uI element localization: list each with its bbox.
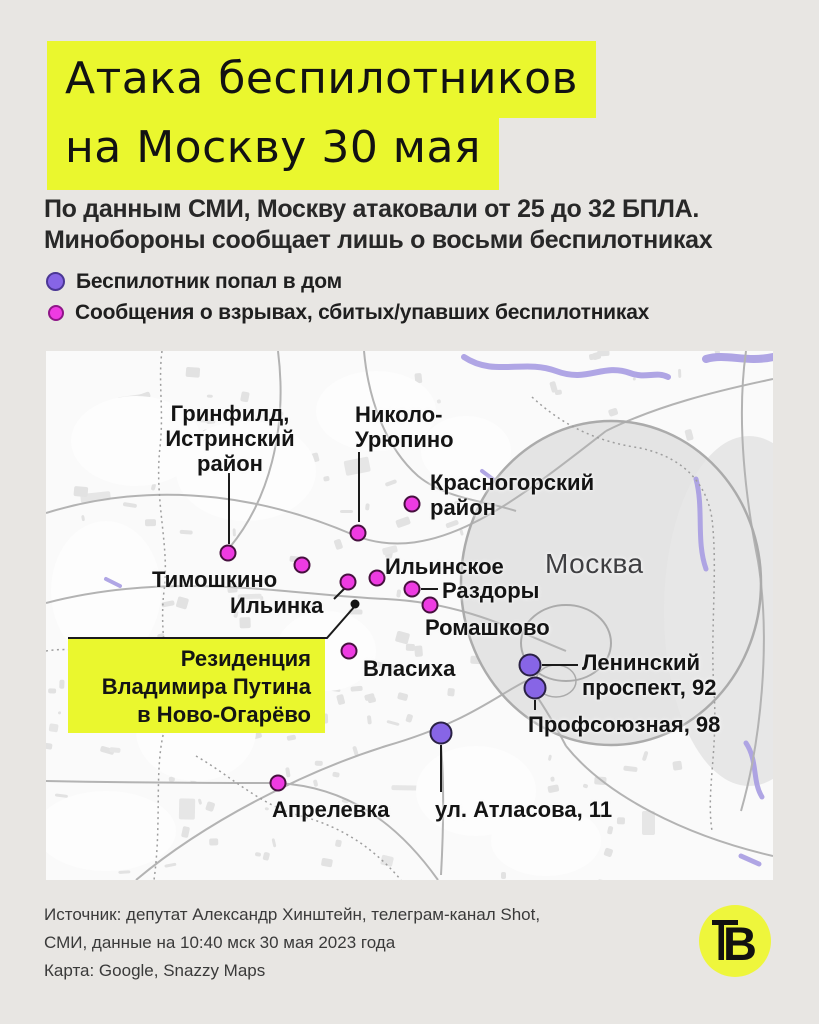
source-line-3: Карта: Google, Snazzy Maps <box>44 961 266 980</box>
map-label-moscow-city: Москва <box>545 548 644 579</box>
marker-romashkovo <box>422 597 439 614</box>
marker-vlasikha <box>341 643 358 660</box>
page-title <box>47 41 596 190</box>
legend-label-hit: Беспилотник попал в дом <box>76 269 342 293</box>
map-label-romashkovo: Ромашково <box>425 615 550 640</box>
map-label-ilyinka: Ильинка <box>230 593 324 618</box>
map-label-grinfeld: Гринфилд, Истринский район <box>165 401 295 476</box>
title-line-1: Атака беспилотников <box>47 41 596 118</box>
map-label-aprelevka: Апрелевка <box>272 797 390 822</box>
map-label-profsoyuznaya-98: Профсоюзная, 98 <box>528 712 721 737</box>
residence-line-3: в Ново-Огарёво <box>137 702 311 727</box>
marker-atlasova-11 <box>430 722 453 745</box>
source-line-1: Источник: депутат Александр Хинштейн, телеграм-канал Shot, <box>44 905 541 924</box>
legend <box>46 266 649 328</box>
marker-aprelevka <box>270 775 287 792</box>
map-label-atlasova-11: ул. Атласова, 11 <box>435 797 613 822</box>
subtitle-line-2: Минобороны сообщает лишь о восьми беспилотниках <box>44 226 713 254</box>
map-canvas <box>46 351 773 880</box>
marker-grinfeld <box>220 545 237 562</box>
verstka-logo <box>699 905 771 977</box>
logo-letter: В <box>723 917 757 970</box>
legend-item-hit <box>46 266 649 297</box>
marker-leninsky-prospekt-92 <box>519 654 542 677</box>
report-marker-icon <box>48 305 64 321</box>
marker-timoshkino <box>294 557 311 574</box>
subtitle <box>44 194 784 256</box>
legend-item-report <box>46 297 649 328</box>
source-line-2: СМИ, данные на 10:40 мск 30 мая 2023 года <box>44 933 396 952</box>
map-label-timoshkino: Тимошкино <box>152 567 278 592</box>
map-markers-layer <box>46 351 773 880</box>
marker-residence-novo-ogaryovo <box>351 600 360 609</box>
hit-marker-icon <box>46 272 65 291</box>
map-label-nikolo-uryupino: Николо- Урюпино <box>355 402 454 452</box>
marker-razdory <box>404 581 421 598</box>
residence-line-2: Владимира Путина <box>101 674 311 699</box>
subtitle-line-1: По данным СМИ, Москву атаковали от 25 до 32 БПЛА. <box>44 195 699 223</box>
marker-ilyinka <box>340 574 357 591</box>
residence-line-1: Резиденция <box>180 646 311 671</box>
marker-nikolo-uryupino <box>350 525 367 542</box>
map-label-krasnogorsk: Красногорский район <box>430 470 595 520</box>
marker-krasnogorsk <box>404 496 421 513</box>
source-credits <box>44 901 540 985</box>
map-label-razdory: Раздоры <box>442 578 540 603</box>
map-label-leninsky-prospekt-92: Ленинский проспект, 92 <box>582 650 717 700</box>
map-label-ilyinskoye: Ильинское <box>385 554 504 579</box>
marker-profsoyuznaya-98 <box>524 677 547 700</box>
legend-label-report: Сообщения о взрывах, сбитых/упавших беспилотниках <box>75 300 650 324</box>
map-label-vlasikha: Власиха <box>363 656 456 681</box>
title-line-2: на Москву 30 мая <box>47 118 499 190</box>
marker-ilyinskoye <box>369 570 386 587</box>
